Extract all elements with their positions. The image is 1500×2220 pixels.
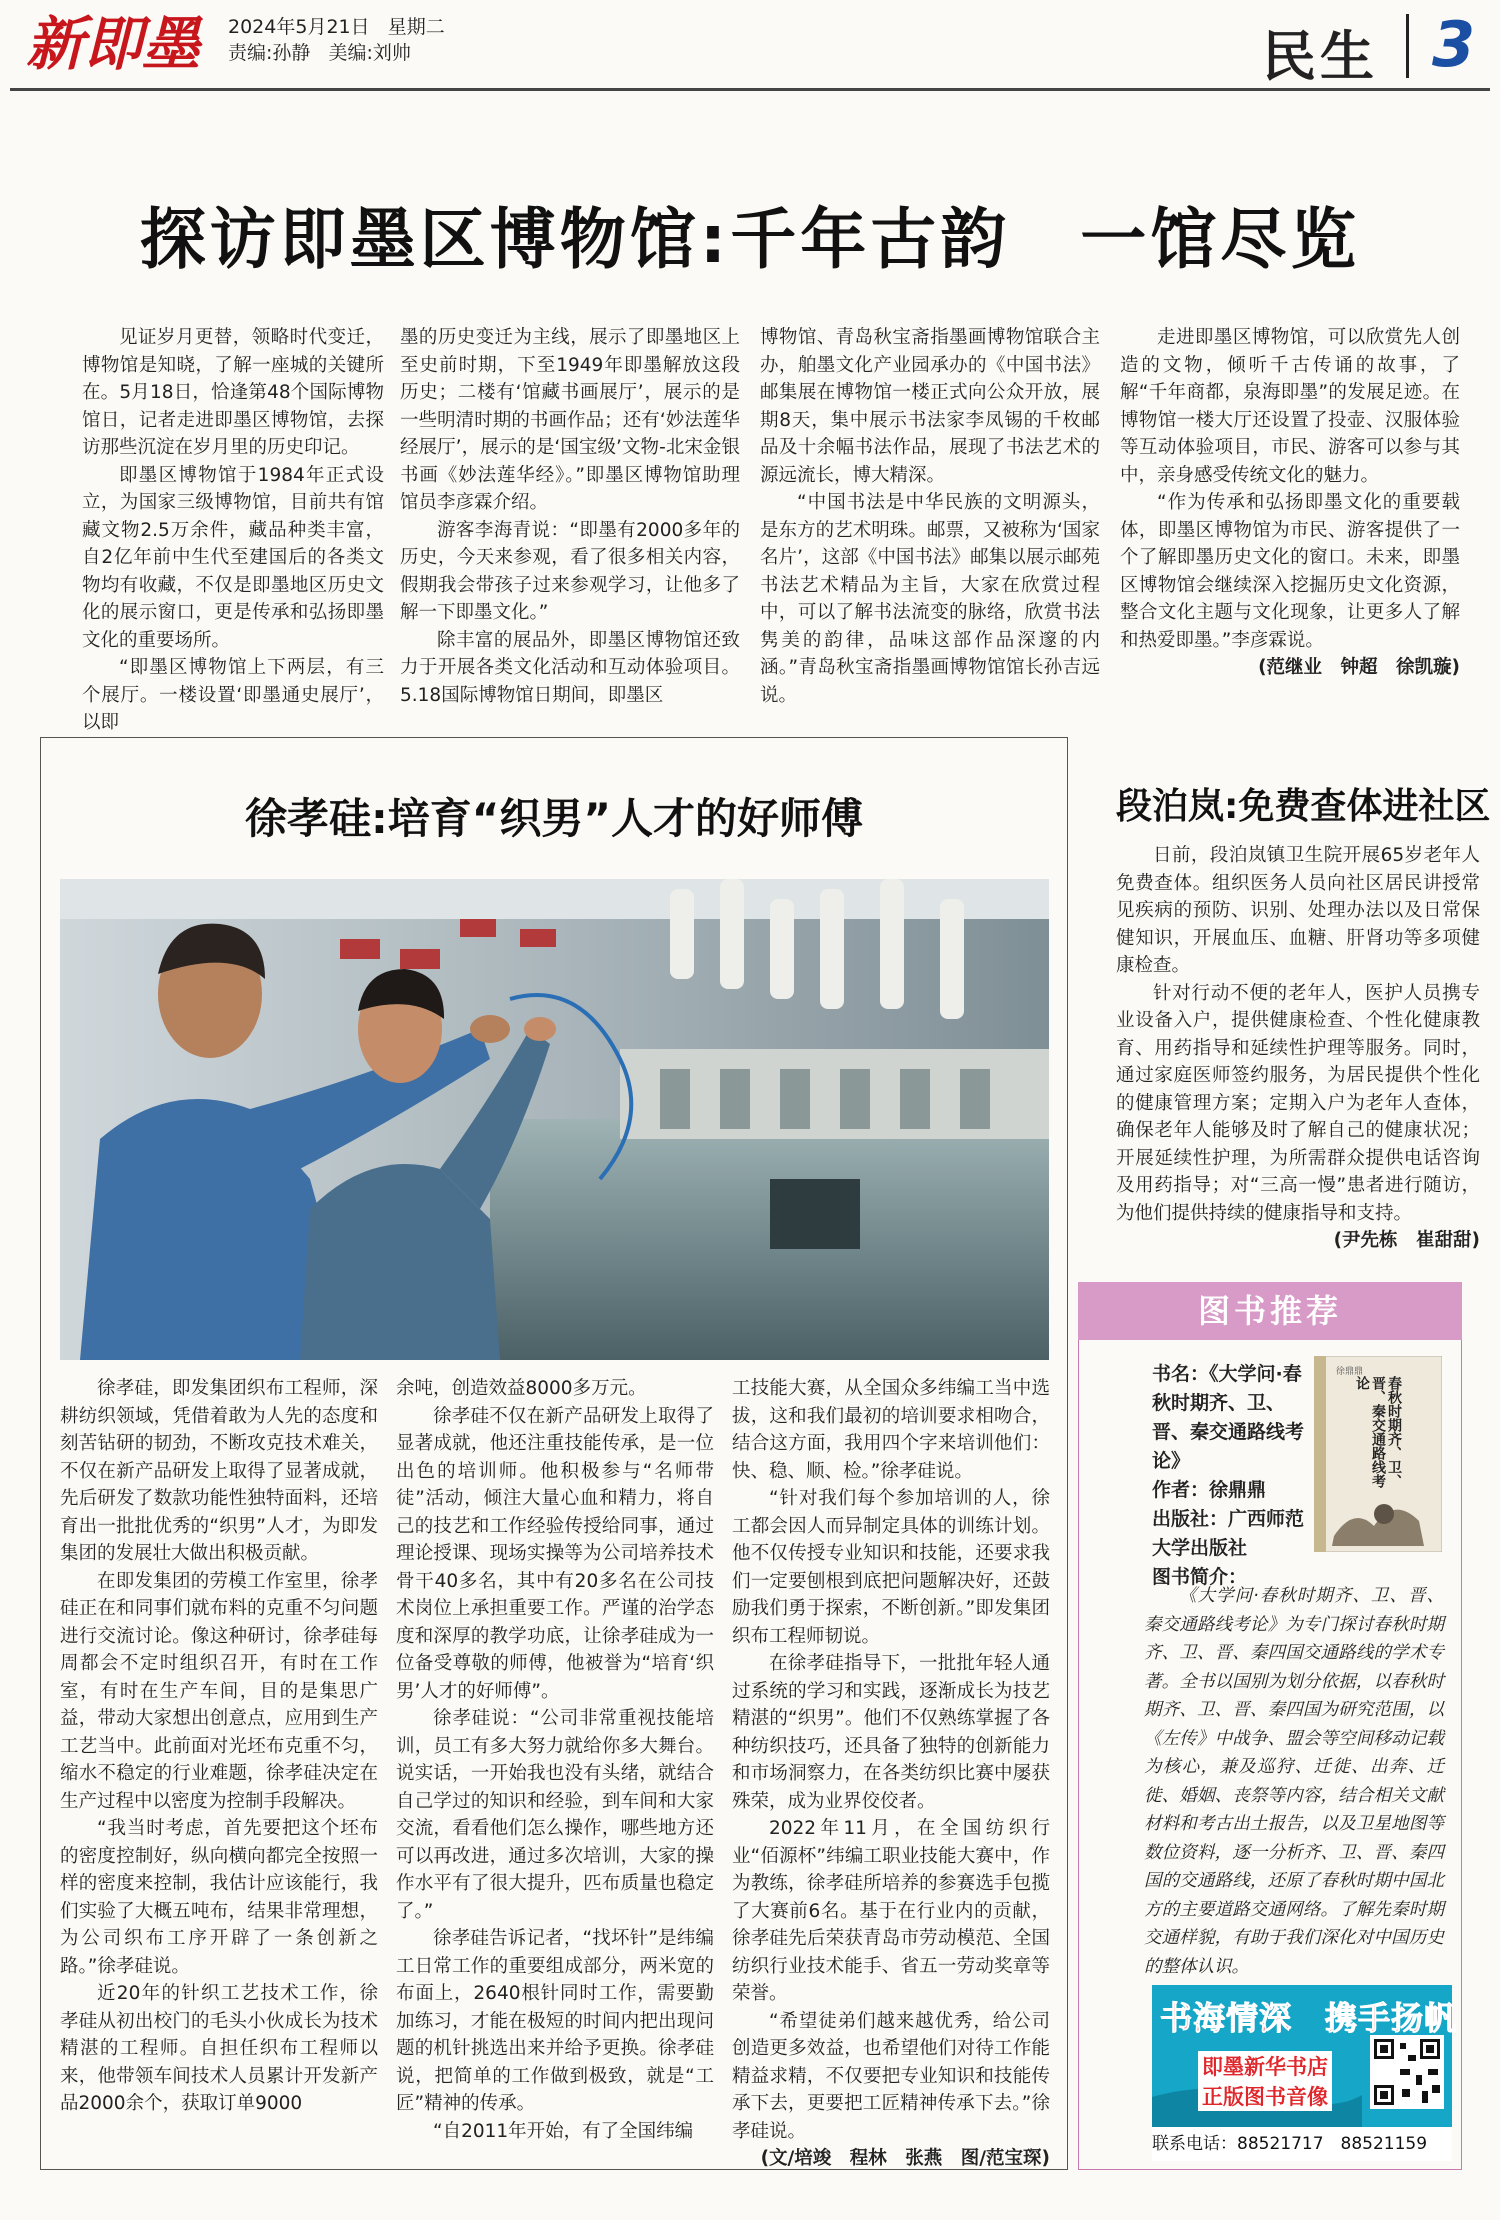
article3-byline: (尹先栋 崔甜甜) — [1333, 1230, 1480, 1251]
paragraph: 游客李海青说：“即墨有2000多年的历史，今天来参观，看了很多相关内容，假期我会带孩子过来参观学习，让他多了解一下即墨文化。” — [400, 519, 740, 623]
paragraph: 除丰富的展品外，即墨区博物馆还致力于开展各类文化活动和互动体验项目。5.18国际博物馆日期间，即墨区 — [400, 629, 740, 706]
editor-credit: 责编:孙静 — [228, 42, 311, 64]
newspaper-logo — [22, 8, 212, 78]
book-author: 作者：徐鼎鼎 — [1152, 1479, 1267, 1501]
paragraph: “作为传承和弘扬即墨文化的重要载体，即墨区博物馆为市民、游客提供了一个了解即墨历史文化的窗口。未来，即墨区博物馆会继续深入挖掘历史文化资源，整合文化主题与文化现象，让更多人了解和热爱即墨。”李彦霖说。 — [1120, 492, 1460, 651]
paragraph: 近20年的针织工艺技术工作，徐孝硅从初出校门的毛头小伙成长为技术精湛的工程师。自担任织布工程师以来，他带领车间技术人员累计开发新产品2000余个，获取订单9000 — [60, 1983, 378, 2114]
issue-date: 2024年5月21日 — [228, 16, 370, 38]
bookstore-ad — [1152, 1985, 1458, 2127]
article1-column-3 — [760, 324, 1100, 709]
book-publisher: 出版社：广西师范大学出版社 — [1152, 1508, 1305, 1559]
ad-store-tagline: 正版图书音像 — [1198, 2081, 1332, 2111]
paragraph: 徐孝硅不仅在新产品研发上取得了显著成就，他还注重技能传承，是一位出色的培训师。他积极参与“名师带徒”活动，倾注大量心血和精力，将自己的技艺和工作经验传授给同事，通过理论授课、现场实操等为公司培养技术骨干40多名，其中有20多名在公司技术岗位上承担重要工作。严谨的治学态度和深厚的教学功底，让徐孝硅成为一位备受尊敬的师傅，他被誉为“培育‘织男’人才的好师傅”。 — [396, 1405, 714, 1702]
masthead-rule — [10, 88, 1490, 91]
book-intro-label: 图书简介： — [1152, 1566, 1248, 1588]
workshop-photo — [60, 879, 1049, 1360]
paragraph: 在徐孝硅指导下，一批批年轻人通过系统的学习和实践，逐渐成长为技艺精湛的“织男”。他们不仅熟练掌握了各种纺织技巧，还具备了独特的创新能力和市场洞察力，在各类纺织比赛中屡获殊荣，成为业界佼佼者。 — [732, 1653, 1050, 1812]
article2-column-3 — [732, 1375, 1050, 2173]
article1-column-1 — [82, 324, 384, 737]
page-number: 3 — [1432, 8, 1476, 81]
ad-store-name: 即墨新华书店 — [1198, 2051, 1332, 2081]
paragraph: “针对我们每个参加培训的人，徐工都会因人而异制定具体的训练计划。他不仅传授专业知识和技能，还要求我们一定要刨根到底把问题解决好，还鼓励我们勇于探索，不断创新。”即发集团织布工程师韧说。 — [732, 1488, 1050, 1647]
section-name: 民生 — [1262, 25, 1378, 88]
paragraph: 余吨，创造效益8000多万元。 — [396, 1378, 647, 1399]
logo-text: 新即墨 — [26, 10, 201, 78]
article1-column-4 — [1120, 324, 1460, 682]
article2-column-1 — [60, 1375, 378, 2118]
paragraph: “希望徒弟们越来越优秀，给公司创造更多效益，也希望他们对待工作能精益求精，不仅要把专业知识和技能传承下去，更要把工匠精神传承下去。”徐孝硅说。 — [732, 2010, 1050, 2142]
article2-column-2 — [396, 1375, 714, 2145]
ad-phone-line: 联系电话：88521717 88521159 — [1152, 2127, 1452, 2161]
paragraph: 即墨区博物馆于1984年正式设立，为国家三级博物馆，目前共有馆藏文物2.5万余件，藏品种类丰富，自2亿年前中生代至建国后的各类文物均有收藏，不仅是即墨地区历史文化的展示窗口，更是传承和弘扬即墨文化的重要场所。 — [82, 464, 384, 651]
book-cover-title: 春秋时期齐、卫、晋、秦交通路线考论 — [1354, 1376, 1402, 1488]
paragraph: 见证岁月更替，领略时代变迁，博物馆是知晓，了解一座城的关键所在。5月18日，恰逢第48个国际博物馆日，记者走进即墨区博物馆，去探访那些沉淀在岁月里的历史印记。 — [82, 327, 384, 458]
paragraph: 日前，段泊岚镇卫生院开展65岁老年人免费查体。组织医务人员向社区居民讲授常见疾病的预防、识别、处理办法以及日常保健知识，开展血压、血糖、肝肾功等多项健康检查。 — [1116, 845, 1480, 976]
article1-column-2 — [400, 324, 740, 709]
paragraph: 徐孝硅告诉记者，“找坏针”是纬编工日常工作的重要组成部分，两米宽的布面上，2640根针同时工作，需要勤加练习，才能在极短的时间内把出现问题的机针挑选出来并给予更换。徐孝硅说，把简单的工作做到极致，就是“工匠”精神的传承。 — [396, 1928, 714, 2114]
ad-slogan: 书海情深 携手扬帆 — [1160, 1999, 1458, 2037]
article1-headline: 探访即墨区博物馆:千年古韵 一馆尽览 — [139, 201, 1361, 278]
paragraph: 博物馆、青岛秋宝斋指墨画博物馆联合主办，舶墨文化产业园承办的《中国书法》邮集展在博物馆一楼正式向公众开放，展期8天，集中展示书法家李凤锡的千枚邮品及十余幅书法作品，展现了书法艺术的源远流长，博大精深。 — [760, 327, 1100, 486]
article1-byline: (范继业 钟超 徐凯璇) — [1258, 657, 1460, 678]
article2-byline: (文/培竣 程林 张燕 图/范宝琛) — [760, 2148, 1050, 2169]
book-title: 书名：《大学问·春秋时期齐、卫、晋、秦交通路线考论》 — [1152, 1363, 1305, 1472]
article3-body — [1116, 842, 1480, 1255]
book-meta — [1152, 1360, 1314, 1592]
paragraph: 徐孝硅说：“公司非常重视技能培训，员工有多大努力就给你多大舞台。说实话，一开始我也没有头绪，就结合自己学过的知识和经验，到车间和大家交流，看看他们怎么操作，哪些地方还可以再改进，通过多次培训，大家的操作水平有了很大提升，匹布质量也稳定了。” — [396, 1708, 714, 1922]
paragraph: 2022年11月，在全国纺织行业“佰源杯”纬编工职业技能大赛中，作为教练，徐孝硅所培养的参赛选手包揽了大赛前6名。基于在行业内的贡献，徐孝硅先后荣获青岛市劳动模范、全国纺织行业技术能手、省五一劳动奖章等荣誉。 — [732, 1818, 1050, 2004]
article2-headline: 徐孝硅:培育“织男”人才的好师傅 — [244, 794, 863, 843]
paragraph: “我当时考虑，首先要把这个坯布的密度控制好，纵向横向都完全按照一样的密度来控制，我估计应该能行，我们实验了大概五吨布，结果非常理想，为公司织布工序开辟了一条创新之路。”徐孝硅说。 — [60, 1818, 378, 1977]
paragraph: 走进即墨区博物馆，可以欣赏先人创造的文物，倾听千古传诵的故事，了解“千年商都，泉海即墨”的发展足迹。在博物馆一楼大厅还设置了投壶、汉服体验等互动体验项目，市民、游客可以参与其中，亲身感受传统文化的魅力。 — [1120, 327, 1460, 486]
section-divider — [1406, 14, 1409, 78]
book-cover-image — [1314, 1356, 1442, 1552]
book-cover-author: 徐鼎鼎 — [1336, 1367, 1364, 1377]
paragraph: “即墨区博物馆上下两层，有三个展厅。一楼设置‘即墨通史展厅’，以即 — [82, 657, 384, 733]
paragraph: “中国书法是中华民族的文明源头，是东方的艺术明珠。邮票，又被称为‘国家名片’，这部《中国书法》邮集以展示邮苑书法艺术精品为主旨，大家在欣赏过程中，可以了解书法流变的脉络，欣赏书法隽美的韵律，品味这部作品深邃的内涵。”青岛秋宝斋指墨画博物馆馆长孙吉远说。 — [760, 492, 1100, 706]
designer-credit: 美编:刘帅 — [328, 42, 411, 64]
paragraph: 针对行动不便的老年人，医护人员携专业设备入户，提供健康检查、个性化健康教育、用药指导和延续性护理等服务。同时，通过家庭医师签约服务，为居民提供个性化的健康管理方案；定期入户为老年人查体，确保老年人能够及时了解自己的健康状况；开展延续性护理，为所需群众提供电话咨询及用药指导；对“三高一慢”患者进行随访，为他们提供持续的健康指导和支持。 — [1116, 982, 1480, 1224]
paragraph: 徐孝硅，即发集团织布工程师，深耕纺织领域，凭借着敢为人先的态度和刻苦钻研的韧劲，不断攻克技术难关，不仅在新产品研发上取得了显著成就，先后研发了数款功能性独特面料，还培育出一批批优秀的“织男”人才，为即发集团的发展壮大做出积极贡献。 — [60, 1378, 378, 1564]
book-description — [1144, 1582, 1444, 1981]
issue-weekday: 星期二 — [387, 16, 445, 38]
article3-headline: 段泊岚:免费查体进社区 — [1116, 786, 1491, 827]
paragraph: 工技能大赛，从全国众多纬编工当中选拔，这和我们最初的培训要求相吻合，结合这方面，我用四个字来培训他们：快、稳、顺、检。”徐孝硅说。 — [732, 1378, 1050, 1482]
book-section-title: 图书推荐 — [1078, 1282, 1462, 1340]
paragraph: 《大学问·春秋时期齐、卫、晋、秦交通路线考论》为专门探讨春秋时期齐、卫、晋、秦四国交通路线的学术专著。全书以国别为划分依据，以春秋时期齐、卫、晋、秦四国为研究范围，以《左传》中战争、盟会等空间移动记载为核心，兼及巡狩、迁徙、出奔、迁徙、婚姻、丧祭等内容，结合相关文献材料和考古出土报告，以及卫星地图等数位资料，逐一分析齐、卫、晋、秦四国的交通路线，还原了春秋时期中国北方的主要道路交通网络。了解先秦时期交通样貌，有助于我们深化对中国历史的整体认识。 — [1144, 1586, 1444, 1977]
paragraph: 在即发集团的劳模工作室里，徐孝硅正在和同事们就布料的克重不匀问题进行交流讨论。像这种研讨，徐孝硅每周都会不定时组织召开，有时在工作室，有时在生产车间，目的是集思广益，带动大家想出创意点，应用到生产工艺当中。此前面对光坯布克重不匀，缩水不稳定的行业难题，徐孝硅决定在生产过程中以密度为控制手段解决。 — [60, 1570, 378, 1812]
paragraph: “自2011年开始，有了全国纬编 — [433, 2120, 694, 2142]
paragraph: 墨的历史变迁为主线，展示了即墨地区上至史前时期，下至1949年即墨解放这段历史；二楼有‘馆藏书画展厅’，展示的是一些明清时期的书画作品；还有‘妙法莲华经展厅’，展示的是‘国宝级’文物-北宋金银书画《妙法莲华经》。”即墨区博物馆助理馆员李彦霖介绍。 — [400, 327, 740, 513]
masthead-info — [228, 14, 445, 66]
